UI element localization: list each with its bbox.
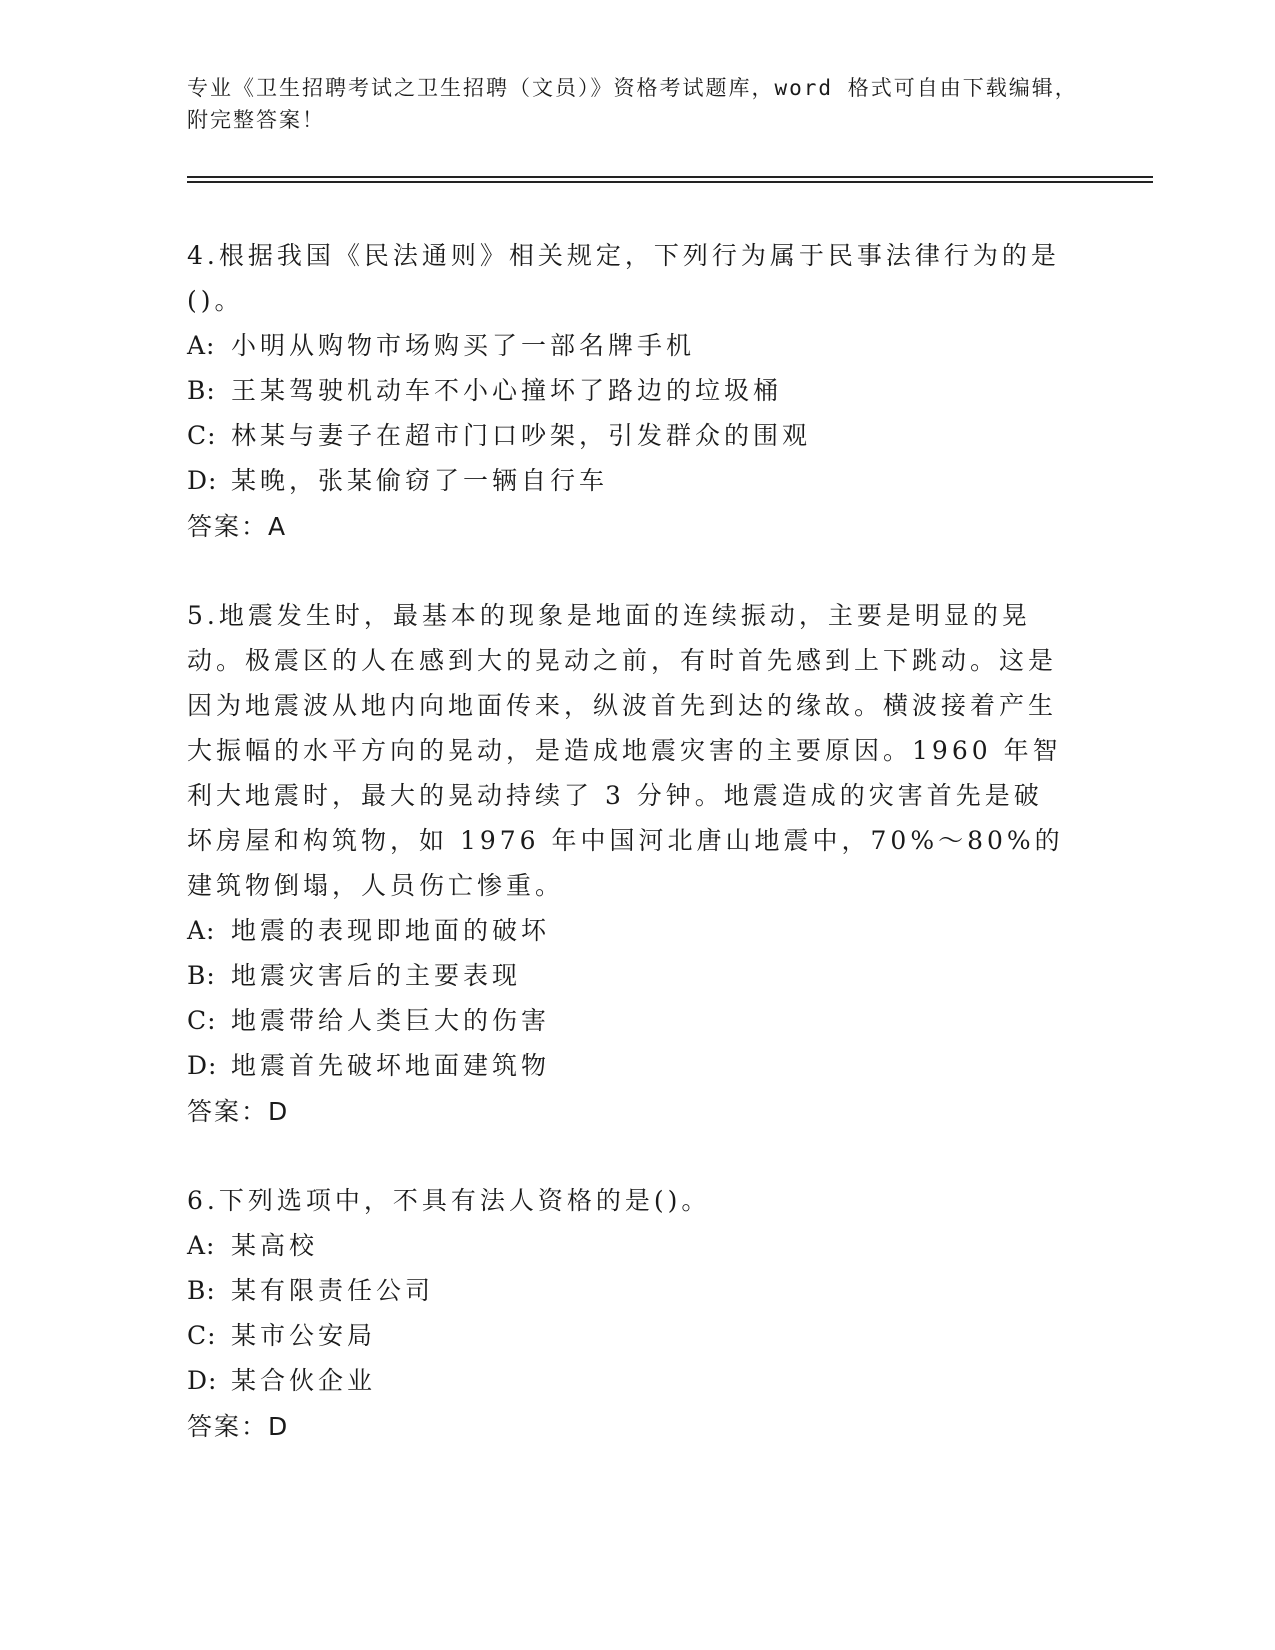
option-letter: A: <box>187 916 216 945</box>
option-c <box>187 413 1067 458</box>
question-6 <box>187 1178 1067 1451</box>
option-text: 地震首先破坏地面建筑物 <box>231 1051 551 1080</box>
option-letter: B: <box>187 1276 216 1305</box>
header-rule-top <box>187 176 1153 178</box>
option-letter: C: <box>187 1321 217 1350</box>
option-d <box>187 458 1067 503</box>
option-text: 小明从购物市场购买了一部名牌手机 <box>231 331 696 360</box>
option-text: 某高校 <box>231 1231 319 1260</box>
answer: 答案：A <box>187 512 288 541</box>
question-list <box>187 233 1067 1451</box>
spacer <box>187 1136 1067 1178</box>
option-a <box>187 908 1067 953</box>
question-text: 4.根据我国《民法通则》相关规定，下列行为属于民事法律行为的是()。 <box>187 241 1060 315</box>
option-b <box>187 953 1067 998</box>
option-d <box>187 1358 1067 1403</box>
question-4 <box>187 233 1067 551</box>
question-text: 5.地震发生时，最基本的现象是地面的连续振动，主要是明显的晃动。极震区的人在感到大的晃动之前，有时首先感到上下跳动。这是因为地震波从地内向地面传来，纵波首先到达的缘故。横波接着产生大振幅的水平方向的晃动，是造成地震灾害的主要原因。1960 年智利大地震时，最大的晃动持续了 3 分钟。地震造成的灾害首先是破坏房屋和构筑物，如 1976 年中国河北唐山地震中，70%～80%的建筑物倒塌，人员伤亡惨重。 <box>187 601 1064 900</box>
option-text: 某有限责任公司 <box>231 1276 435 1305</box>
option-text: 某晚，张某偷窃了一辆自行车 <box>231 466 609 495</box>
option-letter: A: <box>187 331 216 360</box>
option-letter: D: <box>187 466 218 495</box>
option-letter: A: <box>187 1231 216 1260</box>
document-header: 专业《卫生招聘考试之卫生招聘（文员）》资格考试题库，word 格式可自由下载编辑，附完整答案！ <box>187 76 1078 132</box>
option-a <box>187 1223 1067 1268</box>
option-text: 林某与妻子在超市门口吵架，引发群众的围观 <box>231 421 812 450</box>
option-letter: D: <box>187 1366 218 1395</box>
question-5 <box>187 593 1067 1136</box>
option-letter: B: <box>187 376 216 405</box>
option-a <box>187 323 1067 368</box>
option-letter: C: <box>187 1006 217 1035</box>
option-b <box>187 1268 1067 1313</box>
option-text: 地震带给人类巨大的伤害 <box>231 1006 551 1035</box>
answer: 答案：D <box>187 1412 290 1441</box>
option-text: 地震的表现即地面的破坏 <box>231 916 551 945</box>
option-letter: B: <box>187 961 216 990</box>
option-text: 王某驾驶机动车不小心撞坏了路边的垃圾桶 <box>231 376 783 405</box>
spacer <box>187 551 1067 593</box>
header-rule-bottom <box>187 181 1153 183</box>
answer: 答案：D <box>187 1097 290 1126</box>
option-c <box>187 1313 1067 1358</box>
option-letter: C: <box>187 421 217 450</box>
question-text: 6.下列选项中，不具有法人资格的是()。 <box>187 1186 711 1215</box>
option-c <box>187 998 1067 1043</box>
option-letter: D: <box>187 1051 218 1080</box>
option-b <box>187 368 1067 413</box>
option-text: 某合伙企业 <box>231 1366 377 1395</box>
option-text: 地震灾害后的主要表现 <box>231 961 522 990</box>
option-text: 某市公安局 <box>231 1321 377 1350</box>
option-d <box>187 1043 1067 1088</box>
